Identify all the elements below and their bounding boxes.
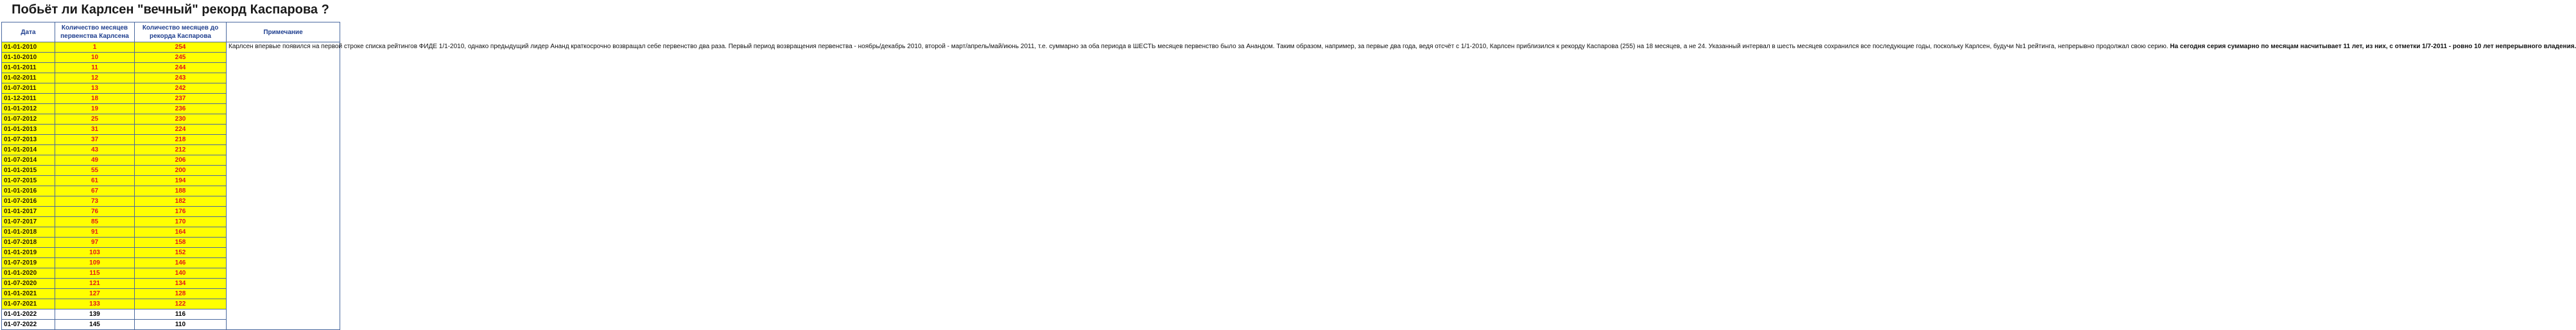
cell-date: 01-01-2016 bbox=[2, 186, 55, 196]
cell-remaining: 116 bbox=[135, 309, 227, 320]
cell-date: 01-07-2018 bbox=[2, 238, 55, 248]
cell-remaining: 164 bbox=[135, 227, 227, 238]
cell-remaining: 140 bbox=[135, 268, 227, 279]
table-body bbox=[2, 42, 2576, 330]
cell-months: 25 bbox=[55, 114, 135, 125]
cell-date: 01-07-2015 bbox=[2, 176, 55, 186]
cell-remaining: 188 bbox=[135, 186, 227, 196]
cell-months: 103 bbox=[55, 248, 135, 258]
cell-remaining: 236 bbox=[135, 104, 227, 114]
cell-months: 76 bbox=[55, 207, 135, 217]
cell-months: 1 bbox=[55, 42, 135, 53]
cell-date: 01-07-2012 bbox=[2, 114, 55, 125]
cell-remaining: 245 bbox=[135, 53, 227, 63]
cell-months: 37 bbox=[55, 135, 135, 145]
cell-months: 73 bbox=[55, 196, 135, 207]
cell-months: 18 bbox=[55, 94, 135, 104]
cell-date: 01-07-2021 bbox=[2, 299, 55, 309]
cell-date: 01-01-2021 bbox=[2, 289, 55, 299]
cell-months: 11 bbox=[55, 63, 135, 73]
cell-date: 01-01-2019 bbox=[2, 248, 55, 258]
cell-months: 61 bbox=[55, 176, 135, 186]
note-bold-text: На сегодня серия суммарно по месяцам насчитывает 11 лет, из них, с отметки 1/7-2011 - ровно 10 лет непрерывного владения. bbox=[2170, 43, 2576, 50]
header-remaining: Количество месяцев до рекорда Каспарова bbox=[135, 22, 227, 42]
header-row bbox=[2, 22, 340, 42]
header-months: Количество месяцев первенства Карлсена bbox=[55, 22, 135, 42]
cell-date: 01-01-2015 bbox=[2, 166, 55, 176]
cell-date: 01-07-2022 bbox=[2, 320, 55, 330]
table-row bbox=[2, 42, 340, 53]
cell-remaining: 244 bbox=[135, 63, 227, 73]
cell-months: 13 bbox=[55, 83, 135, 94]
cell-date: 01-01-2013 bbox=[2, 125, 55, 135]
cell-months: 97 bbox=[55, 238, 135, 248]
cell-date: 01-01-2017 bbox=[2, 207, 55, 217]
cell-date: 01-07-2020 bbox=[2, 279, 55, 289]
cell-months: 10 bbox=[55, 53, 135, 63]
cell-date: 01-02-2011 bbox=[2, 73, 55, 83]
cell-months: 12 bbox=[55, 73, 135, 83]
cell-remaining: 122 bbox=[135, 299, 227, 309]
cell-remaining: 212 bbox=[135, 145, 227, 155]
cell-date: 01-01-2011 bbox=[2, 63, 55, 73]
cell-date: 01-01-2020 bbox=[2, 268, 55, 279]
cell-remaining: 200 bbox=[135, 166, 227, 176]
cell-remaining: 110 bbox=[135, 320, 227, 330]
cell-remaining: 237 bbox=[135, 94, 227, 104]
cell-months: 115 bbox=[55, 268, 135, 279]
cell-months: 127 bbox=[55, 289, 135, 299]
cell-remaining: 224 bbox=[135, 125, 227, 135]
cell-remaining: 254 bbox=[135, 42, 227, 53]
cell-date: 01-01-2010 bbox=[2, 42, 55, 53]
cell-months: 19 bbox=[55, 104, 135, 114]
cell-months: 31 bbox=[55, 125, 135, 135]
cell-months: 55 bbox=[55, 166, 135, 176]
cell-months: 91 bbox=[55, 227, 135, 238]
note-text: Карлсен впервые появился на первой строке списка рейтингов ФИДЕ 1/1-2010, однако предыдущий лидер Ананд краткосрочно возвращал себе первенство два раза. Первый период возвращения первенства - ноябрь/декабрь 2010, второй - март/апрель/май/июнь 2011, т.е. суммарно за оба периода в ШЕСТЬ месяцев первенство было за Анандом. Таким образом, например, за первые два года, ведя отсчёт с 1/1-2010, Карлсен приблизился к рекорду Каспарова (255) на 18 месяцев, а не 24. Указанный интервал в шесть месяцев сохранился все последующие годы, поскольку Карлсен, будучи №1 рейтинга, непрерывно продолжал свою серию. bbox=[229, 43, 2168, 50]
cell-months: 109 bbox=[55, 258, 135, 268]
cell-date: 01-07-2011 bbox=[2, 83, 55, 94]
cell-months: 121 bbox=[55, 279, 135, 289]
cell-remaining: 152 bbox=[135, 248, 227, 258]
cell-months: 85 bbox=[55, 217, 135, 227]
cell-date: 01-07-2014 bbox=[2, 155, 55, 166]
cell-remaining: 242 bbox=[135, 83, 227, 94]
cell-remaining: 230 bbox=[135, 114, 227, 125]
cell-date: 01-07-2013 bbox=[2, 135, 55, 145]
cell-remaining: 218 bbox=[135, 135, 227, 145]
cell-date: 01-01-2022 bbox=[2, 309, 55, 320]
header-date: Дата bbox=[2, 22, 55, 42]
note-cell bbox=[227, 42, 2576, 330]
cell-remaining: 128 bbox=[135, 289, 227, 299]
cell-date: 01-01-2012 bbox=[2, 104, 55, 114]
cell-months: 133 bbox=[55, 299, 135, 309]
cell-months: 67 bbox=[55, 186, 135, 196]
cell-remaining: 158 bbox=[135, 238, 227, 248]
cell-remaining: 170 bbox=[135, 217, 227, 227]
cell-date: 01-10-2010 bbox=[2, 53, 55, 63]
cell-remaining: 182 bbox=[135, 196, 227, 207]
cell-remaining: 176 bbox=[135, 207, 227, 217]
header-note: Примечание bbox=[227, 22, 340, 42]
page-title: Побьёт ли Карлсен "вечный" рекорд Каспарова ? bbox=[12, 3, 329, 17]
cell-date: 01-01-2018 bbox=[2, 227, 55, 238]
cell-months: 43 bbox=[55, 145, 135, 155]
cell-remaining: 134 bbox=[135, 279, 227, 289]
cell-months: 145 bbox=[55, 320, 135, 330]
cell-date: 01-07-2017 bbox=[2, 217, 55, 227]
cell-remaining: 194 bbox=[135, 176, 227, 186]
cell-remaining: 206 bbox=[135, 155, 227, 166]
cell-remaining: 243 bbox=[135, 73, 227, 83]
cell-date: 01-07-2019 bbox=[2, 258, 55, 268]
record-table bbox=[1, 22, 2576, 330]
cell-months: 49 bbox=[55, 155, 135, 166]
cell-remaining: 146 bbox=[135, 258, 227, 268]
cell-months: 139 bbox=[55, 309, 135, 320]
cell-date: 01-07-2016 bbox=[2, 196, 55, 207]
cell-date: 01-12-2011 bbox=[2, 94, 55, 104]
cell-date: 01-01-2014 bbox=[2, 145, 55, 155]
